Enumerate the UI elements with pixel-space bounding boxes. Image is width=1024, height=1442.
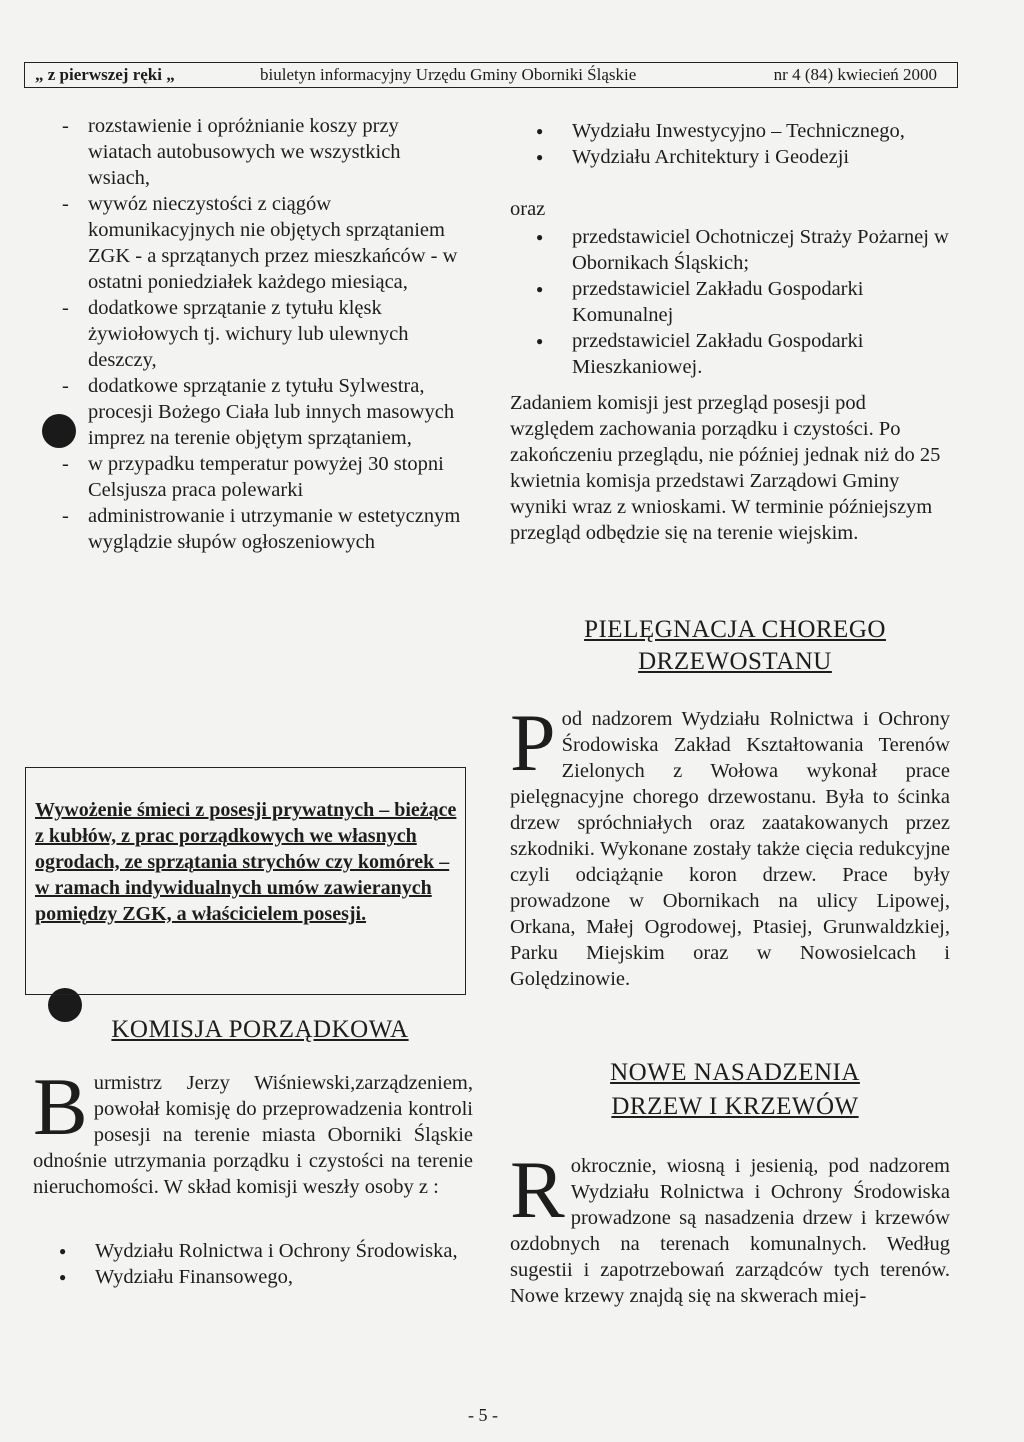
komisja-dropcap: B bbox=[33, 1061, 88, 1152]
list-item: - dodatkowe sprzątanie z tytułu Sylwestra, procesji Bożego Ciała lub innych masowych imprez na terenie objętym sprzątaniem, bbox=[62, 375, 455, 449]
pielegnacja-heading: PIELĘGNACJA CHOREGO DRZEWOSTANU bbox=[584, 616, 886, 675]
dash-marker: - bbox=[62, 193, 69, 215]
pielegnacja-body: P od nadzorem Wydziału Rolnictwa i Ochrony Środowiska Zakład Kształtowania Terenów Zielonych z Wołowa wykonał prace pielęgnacyjne chorego drzewostanu. Była to ścinka drzew spróchniałych oraz zaatakowanych przez szkodniki. Wykonane zostały także cięcia redukcyjne czyli odciążąnie koron drzew. Prace były prowadzone w Obornikach na ulicy Lipowej, Orkana, Małej Ogrodowej, Ptasiej, Grunwaldzkiej, Parku Miejskim oraz w Nowosielcach i Golędzinowie. bbox=[510, 697, 950, 990]
list-item: ● przedstawiciel Ochotniczej Straży Pożarnej w Obornikach Śląskich; bbox=[510, 224, 960, 276]
list-item: - administrowanie i utrzymanie w estetycznym wyglądzie słupów ogłoszeniowych bbox=[62, 505, 461, 553]
komisja-heading: KOMISJA PORZĄDKOWA bbox=[111, 1016, 409, 1043]
dash-marker: - bbox=[62, 115, 69, 137]
komisja-body: B urmistrz Jerzy Wiśniewski,zarządzeniem, powołał komisję do przeprowadzenia kontroli posesji na terenie miasta Oborniki Śląskie odnośnie utrzymania porządku i czystości na terenie nieruchomości. W skład komisji weszły osoby z : bbox=[33, 1061, 473, 1198]
services-list bbox=[62, 113, 462, 555]
list-item: - wywóz nieczystości z ciągów komunikacyjnych nie objętych sprzątaniem ZGK - a sprzątanych przez mieszkańców - w ostatni poniedziałek każdego miesiąca, bbox=[62, 193, 458, 293]
list-item: ● Wydziału Finansowego, bbox=[33, 1264, 473, 1290]
dash-marker: - bbox=[62, 453, 69, 475]
header-publication: biuletyn informacyjny Urzędu Gminy Oborniki Śląskie bbox=[260, 65, 637, 84]
komisja-members-right-b bbox=[510, 224, 960, 380]
list-item: ● Wydziału Architektury i Geodezji bbox=[510, 144, 960, 170]
pielegnacja-dropcap: P bbox=[510, 697, 556, 788]
page-header bbox=[24, 62, 958, 88]
list-item: ● przedstawiciel Zakładu Gospodarki Mieszkaniowej. bbox=[510, 328, 960, 380]
dash-marker: - bbox=[62, 375, 69, 397]
komisja-members-left bbox=[33, 1238, 473, 1290]
list-item: ● przedstawiciel Zakładu Gospodarki Komunalnej bbox=[510, 276, 960, 328]
list-item: - w przypadku temperatur powyżej 30 stopni Celsjusza praca polewarki bbox=[62, 453, 444, 501]
nasadzenia-body: R okrocznie, wiosną i jesienią, pod nadzorem Wydziału Rolnictwa i Ochrony Środowiska prowadzone są nasadzenia drzew i krzewów ozdobnych na terenach komunalnych. Według sugestii i zapotrzebowań zarządców tych terenów. Nowe krzewy znajdą się na skwerach miej- bbox=[510, 1144, 950, 1307]
komisja-members-right-a bbox=[510, 118, 960, 170]
komisja-closing: Zadaniem komisji jest przegląd posesji pod względem zachowania porządku i czystości. Po zakończeniu przeglądu, nie później jednak niż do 25 kwietnia komisja przedstawi Zarządowi Gminy wyniki wraz z wnioskami. W terminie późniejszym przegląd odbędzie się na terenie wiejskim. bbox=[510, 392, 941, 544]
header-slogan: „ z pierwszej ręki „ bbox=[35, 65, 175, 84]
nasadzenia-heading: NOWE NASADZENIA DRZEW I KRZEWÓW bbox=[610, 1059, 860, 1120]
dash-marker: - bbox=[62, 297, 69, 319]
list-item: - rozstawienie i opróżnianie koszy przy wiatach autobusowych we wszystkich wsiach, bbox=[62, 115, 401, 189]
nasadzenia-dropcap: R bbox=[510, 1144, 565, 1235]
list-item: - dodatkowe sprzątanie z tytułu klęsk żywiołowych tj. wichury lub ulewnych deszczy, bbox=[62, 297, 409, 371]
list-item: ● Wydziału Inwestycyjno – Technicznego, bbox=[510, 118, 960, 144]
list-item: ● Wydziału Rolnictwa i Ochrony Środowiska, bbox=[33, 1238, 473, 1264]
boxed-note: Wywożenie śmieci z posesji prywatnych – bieżące z kubłów, z prac porządkowych we własnych ogrodach, ze sprzątania strychów czy komórek – w ramach indywidualnych umów zawieranych pomiędzy ZGK, a właścicielem posesji. bbox=[35, 799, 457, 925]
dash-marker: - bbox=[62, 505, 69, 527]
page-number: - 5 - bbox=[468, 1405, 498, 1425]
header-issue: nr 4 (84) kwiecień 2000 bbox=[773, 65, 937, 84]
oraz-label: oraz bbox=[510, 198, 546, 220]
